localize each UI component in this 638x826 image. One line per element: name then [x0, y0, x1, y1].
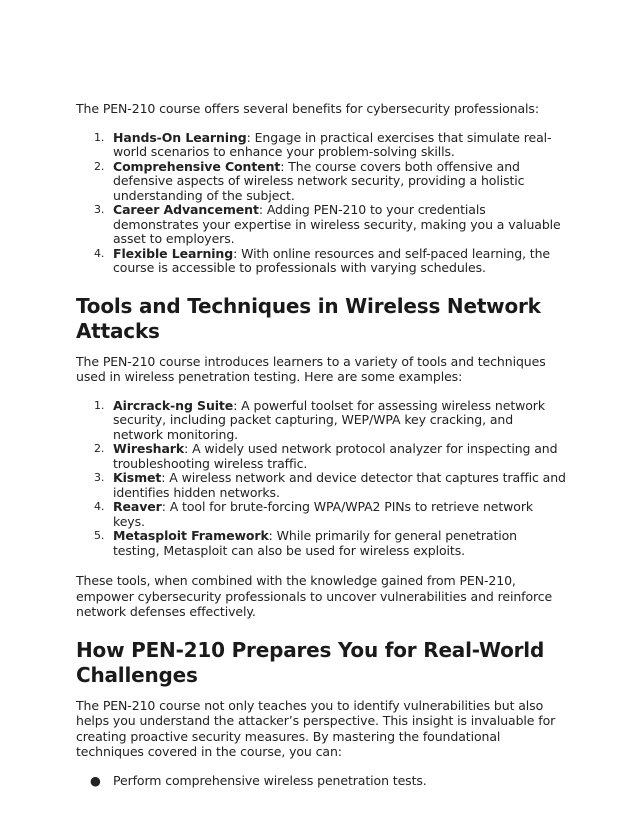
prepares-intro: The PEN-210 course not only teaches you to identify vulnerabilities but also helps you understand the attacker’s perspective. This insight is invaluable for creating proactive security measures. By mastering the foundational techniques covered in the course, you can: — [76, 697, 556, 759]
item-text: : Engage in practical exercises that simulate real-world scenarios to enhance your problem-solving skills. — [113, 129, 552, 159]
item-text: : The course covers both offensive and defensive aspects of wireless network security, providing a holistic understanding of the subject. — [113, 158, 525, 203]
item-title: Reaver — [113, 499, 162, 514]
list-number: 3. — [94, 203, 105, 216]
prepares-list — [76, 774, 566, 789]
benefits-list — [76, 131, 566, 276]
item-title: Kismet — [113, 470, 162, 485]
benefits-intro: The PEN-210 course offers several benefits for cybersecurity professionals: — [76, 101, 539, 116]
item-title: Hands-On Learning — [113, 129, 247, 145]
list-item — [76, 160, 566, 204]
list-item — [76, 500, 566, 529]
item-text: Perform comprehensive wireless penetration tests. — [113, 772, 427, 788]
list-item — [76, 442, 566, 471]
list-number: 2. — [94, 159, 105, 173]
item-text: : Adding PEN-210 to your credentials demonstrates your expertise in wireless security, making you a valuable asset to employers. — [113, 202, 561, 246]
item-title: Wireshark — [113, 441, 185, 456]
list-number: 5. — [94, 529, 105, 542]
bullet-icon: ● — [90, 772, 101, 788]
tools-outro: These tools, when combined with the knowledge gained from PEN-210, empower cybersecurity professionals to uncover vulnerabilities and reinforce network defenses effectively. — [76, 573, 553, 619]
list-number: 1. — [94, 130, 105, 144]
list-item — [76, 774, 566, 789]
list-item — [76, 131, 566, 160]
item-text: : A widely used network protocol analyzer for inspecting and troubleshooting wireless traffic. — [113, 441, 558, 471]
section-heading-tools: Tools and Techniques in Wireless Network Attacks — [76, 293, 541, 343]
item-title: Comprehensive Content — [113, 158, 281, 174]
item-title: Metasploit Framework — [113, 528, 269, 543]
list-number: 4. — [94, 500, 105, 513]
item-text: : A powerful toolset for assessing wireless network security, including packet capturing, WEP/WPA key cracking, and network monitoring. — [113, 397, 545, 442]
list-number: 1. — [94, 398, 105, 412]
tools-list — [76, 399, 566, 559]
item-text: : While primarily for general penetration testing, Metasploit can also be used for wireless exploits. — [113, 528, 517, 558]
item-title: Career Advancement — [113, 202, 259, 217]
item-text: : A tool for brute-forcing WPA/WPA2 PINs to retrieve network keys. — [113, 499, 534, 529]
list-number: 2. — [94, 442, 105, 455]
list-item — [76, 203, 566, 247]
item-text: : A wireless network and device detector that captures traffic and identifies hidden networks. — [113, 470, 566, 500]
list-item — [76, 399, 566, 443]
list-item — [76, 471, 566, 500]
list-item — [76, 247, 566, 276]
document-page — [76, 101, 566, 788]
section-heading-prepares: How PEN-210 Prepares You for Real-World Challenges — [76, 637, 545, 687]
list-number: 3. — [94, 471, 105, 484]
tools-intro: The PEN-210 course introduces learners to a variety of tools and techniques used in wireless penetration testing. Here are some examples: — [76, 353, 546, 384]
list-item — [76, 529, 566, 558]
list-number: 4. — [94, 246, 105, 260]
item-text: : With online resources and self-paced learning, the course is accessible to professionals with varying schedules. — [113, 245, 551, 275]
item-title: Flexible Learning — [113, 245, 234, 261]
item-title: Aircrack-ng Suite — [113, 397, 234, 413]
